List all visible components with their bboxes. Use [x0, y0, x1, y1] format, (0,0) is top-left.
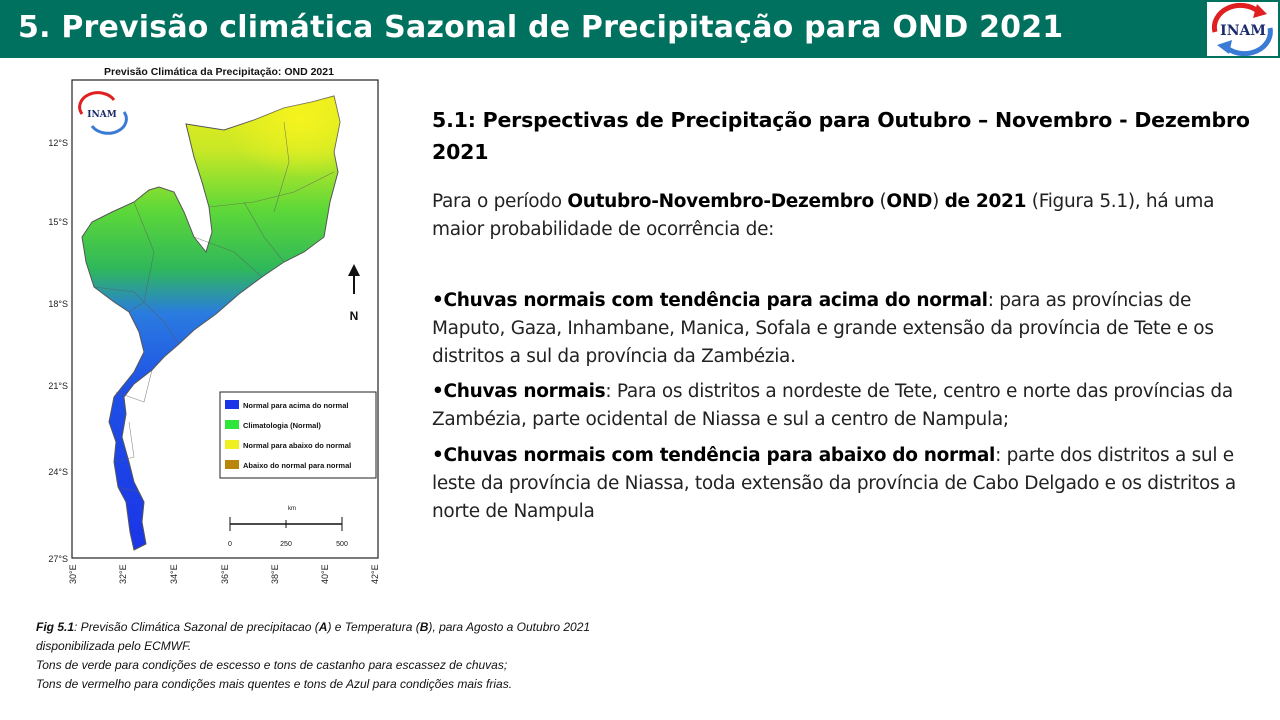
legend-label-below-normal: Abaixo do normal para normal	[243, 461, 352, 470]
scale-tick-0: 0	[228, 541, 232, 548]
legend-swatch-below-normal	[225, 460, 239, 469]
lon-label-34e: 34°E	[169, 564, 179, 584]
map-legend	[220, 392, 376, 478]
header-banner	[0, 0, 1280, 58]
legend-label-below: Normal para abaixo do normal	[243, 441, 351, 450]
map-title: Previsão Climática da Precipitação: OND 2021	[104, 66, 334, 78]
legend-swatch-above	[225, 400, 239, 409]
bullet-above-normal: •Chuvas normais com tendência para acima do normal: para as províncias de Maputo, Gaza, Inhambane, Manica, Sofala e grande extensão da província de Tete e os distritos a sul da província da Zambézia.	[432, 290, 1214, 367]
legend-swatch-below	[225, 440, 239, 449]
lon-label-42e: 42°E	[370, 564, 380, 584]
caption-line-3: Tons de vermelho para condições mais quentes e tons de Azul para condições mais frias.	[36, 677, 513, 691]
inam-logo	[1207, 2, 1278, 56]
precipitation-map	[34, 62, 384, 592]
intro-paragraph: Para o período Outubro-Novembro-Dezembro (OND) de 2021 (Figura 5.1), há uma maior probabilidade de ocorrência de:	[432, 191, 1215, 240]
scale-unit: km	[288, 506, 296, 512]
lat-label-21s: 21°S	[48, 381, 68, 391]
lon-label-38e: 38°E	[270, 564, 280, 584]
figure-caption	[36, 618, 616, 694]
map-logo-text: INAM	[87, 110, 117, 120]
legend-label-above: Normal para acima do normal	[243, 401, 349, 410]
legend-swatch-normal	[225, 420, 239, 429]
bullet-below-normal: •Chuvas normais com tendência para abaixo do normal: parte dos distritos a sul e leste da província de Niassa, toda extensão da província de Cabo Delgado e os distritos a norte de Nampula	[432, 445, 1236, 522]
caption-line-2: Tons de verde para condições de escesso e tons de castanho para escassez de chuvas;	[36, 658, 508, 672]
legend-label-normal: Climatologia (Normal)	[243, 421, 321, 430]
scale-tick-500: 500	[336, 541, 348, 548]
lat-label-24s: 24°S	[48, 467, 68, 477]
lat-label-27s: 27°S	[48, 554, 68, 564]
section-title: 5.1: Perspectivas de Precipitação para Outubro – Novembro - Dezembro 2021	[432, 108, 1250, 164]
lon-label-36e: 36°E	[220, 564, 230, 584]
lat-label-18s: 18°S	[48, 299, 68, 309]
lat-label-15s: 15°S	[48, 217, 68, 227]
page-title: 5. Previsão climática Sazonal de Precipitação para OND 2021	[18, 10, 1064, 45]
lon-label-30e: 30°E	[68, 564, 78, 584]
inam-logo-icon	[1207, 2, 1278, 56]
logo-text: INAM	[1220, 23, 1266, 39]
map-svg	[34, 62, 384, 592]
lat-label-12s: 12°S	[48, 138, 68, 148]
bullet-normal: •Chuvas normais: Para os distritos a nordeste de Tete, centro e norte das províncias da Zambézia, parte ocidental de Niassa e sul a centro de Nampula;	[432, 381, 1233, 430]
north-label: N	[349, 309, 359, 323]
lon-label-40e: 40°E	[320, 564, 330, 584]
scale-tick-250: 250	[280, 541, 292, 548]
lon-label-32e: 32°E	[118, 564, 128, 584]
caption-line-1: Fig 5.1: Previsão Climática Sazonal de precipitacao (A) e Temperatura (B), para Agosto a Outubro 2021 disponibilizada pelo ECMWF.	[36, 620, 591, 653]
